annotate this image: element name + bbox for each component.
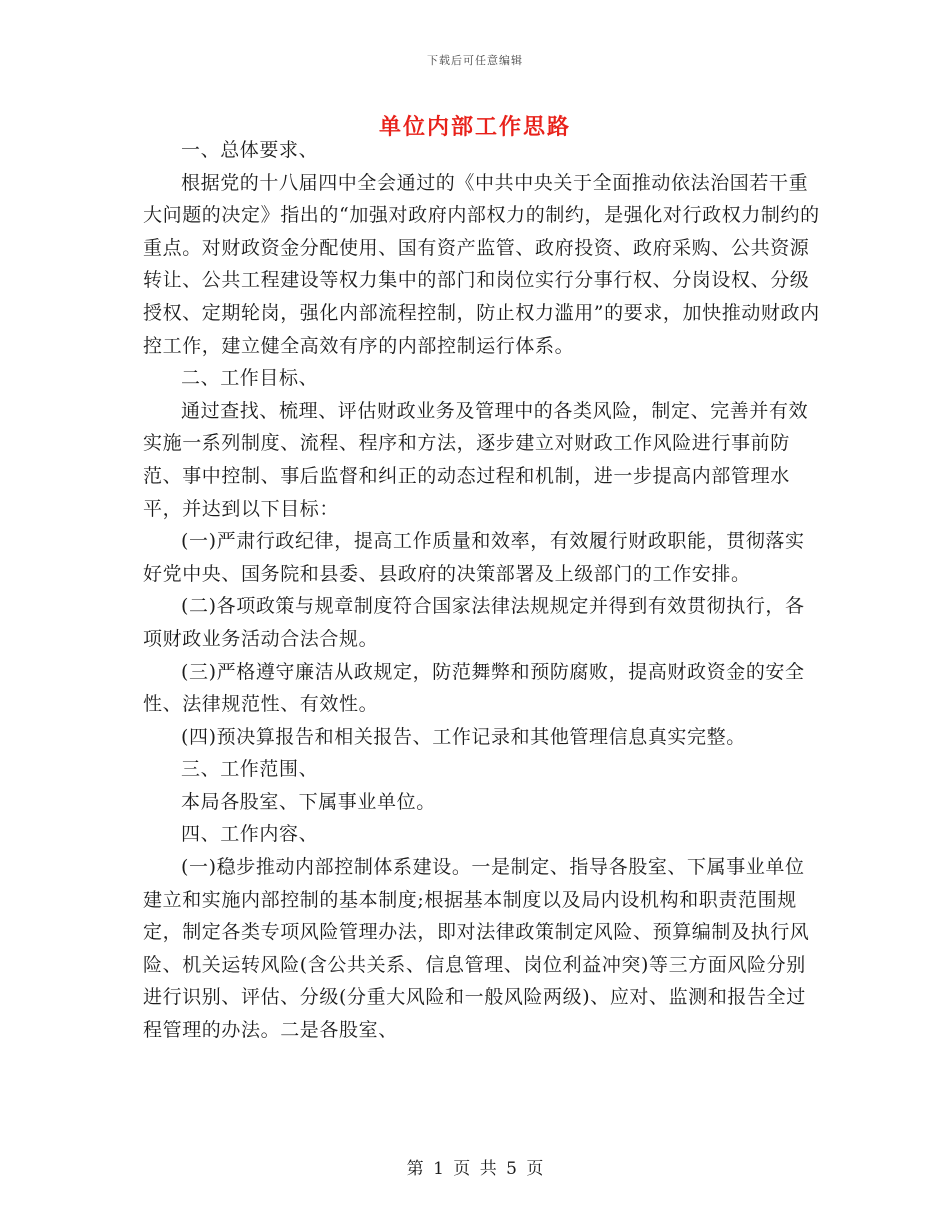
section-heading: 三、工作范围、: [181, 758, 319, 781]
header-note: 下载后可任意编辑: [427, 54, 523, 67]
document-title: 单位内部工作思路: [378, 114, 571, 140]
list-item: (二)各项政策与规章制度符合国家法律法规规定并得到有效贯彻执行，各项财政业务活动合法合规。: [143, 595, 805, 650]
section-heading: 二、工作目标、: [181, 367, 319, 390]
body-paragraph: 通过查找、梳理、评估财政业务及管理中的各类风险，制定、完善并有效实施一系列制度、流程、程序和方法，逐步建立对财政工作风险进行事前防范、事中控制、事后监督和纠正的动态过程和机制，进一步提高内部管理水平，并达到以下目标：: [143, 399, 809, 520]
list-item: (一)严肃行政纪律，提高工作质量和效率，有效履行财政职能，贯彻落实好党中央、国务院和县委、县政府的决策部署及上级部门的工作安排。: [143, 530, 805, 585]
list-item: (三)严格遵守廉洁从政规定，防范舞弊和预防腐败，提高财政资金的安全性、法律规范性、有效性。: [143, 660, 805, 716]
body-paragraph: 本局各股室、下属事业单位。: [181, 790, 436, 813]
list-item: (四)预决算报告和相关报告、工作记录和其他管理信息真实完整。: [181, 725, 746, 748]
list-item: (一)稳步推动内部控制体系建设。一是制定、指导各股室、下属事业单位建立和实施内部控制的基本制度;根据基本制度以及局内设机构和职责范围规定，制定各类专项风险管理办法，即对法律政策制定风险、预算编制及执行风险、机关运转风险(含公共关系、信息管理、岗位利益冲突)等三方面风险分别进行识别、评估、分级(分重大风险和一般风险两级)、应对、监测和报告全过程管理的办法。二是各股室、: [143, 856, 810, 1042]
document-body: [143, 134, 823, 1047]
section-heading: 四、工作内容、: [181, 823, 319, 846]
section-heading: 一、总体要求、: [181, 139, 319, 161]
page-number: 第 1 页 共 5 页: [406, 1159, 544, 1179]
body-paragraph: 根据党的十八届四中全会通过的《中共中央关于全面推动依法治国若干重大问题的决定》指出的“加强对政府内部权力的制约，是强化对行政权力制约的重点。对财政资金分配使用、国有资产监管、政府投资、政府采购、公共资源转让、公共工程建设等权力集中的部门和岗位实行分事行权、分岗设权、分级授权、定期轮岗，强化内部流程控制，防止权力滥用”的要求，加快推动财政内控工作，建立健全高效有序的内部控制运行体系。: [143, 171, 820, 357]
